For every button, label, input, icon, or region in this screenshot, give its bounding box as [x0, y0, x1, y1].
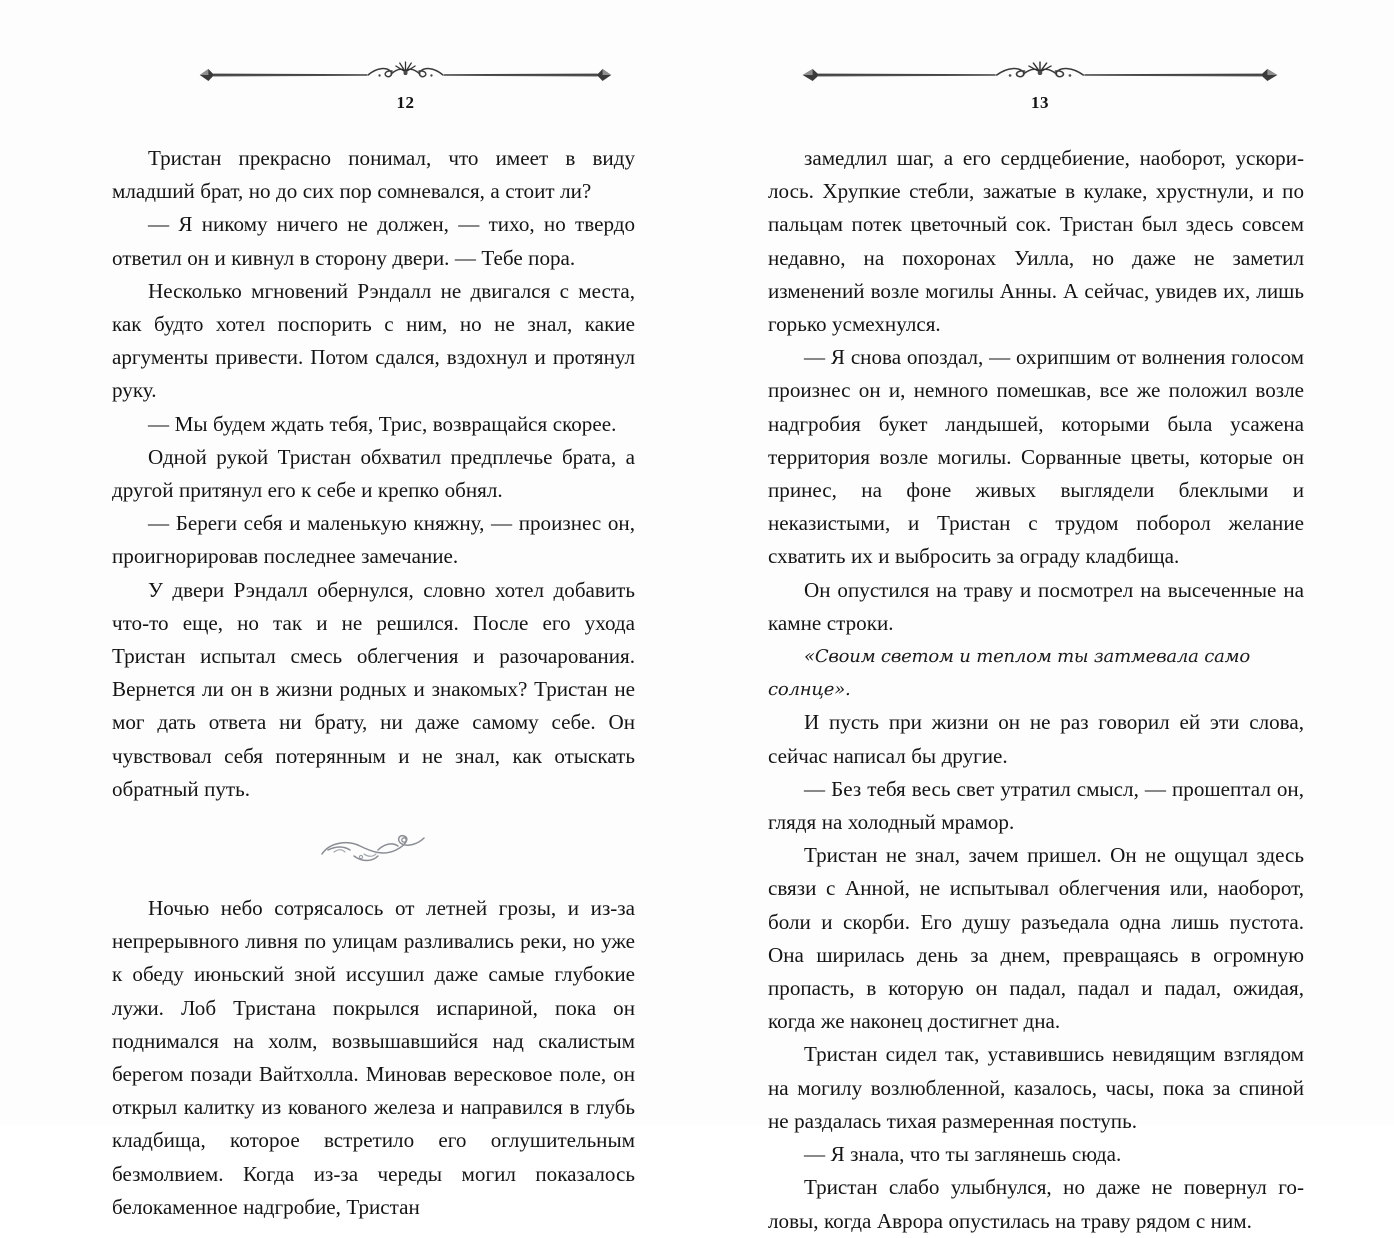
- page-header-right: [796, 58, 1284, 122]
- paragraph: Ночью небо сотрясалось от летней грозы, и из-за непрерывного ливня по улицам разливались реки, но уже к обеду июньский зной иссушил даже самые глубокие лужи. Лоб Тристана покрылся испариной, пока он поднимался на холм, возвышавшийся над скалистым берегом позади Вайтхолла. Миновав вересковое поле, он открыл калитку из кованого железа и направился в глубь кладбища, которое встретило его оглушительным безмолвием. Когда из-за череды могил показалось белокаменное надгробие, Тристан: [112, 896, 635, 1219]
- paragraph: Тристан прекрасно понимал, что имеет в виду младший брат, но до сих пор сомневался, а стоит ли?: [112, 146, 635, 204]
- paragraph: Тристан сидел так, уставившись невидящим взглядом на могилу возлюбленной, казалось, часы, пока за спиной не раздалась тихая размеренная поступь.: [768, 1042, 1304, 1133]
- paragraph: — Мы будем ждать тебя, Трис, возвращайся скорее.: [148, 411, 617, 436]
- page-header-left: [194, 58, 617, 122]
- paragraph: — Я знала, что ты заглянешь сюда.: [804, 1142, 1122, 1167]
- paragraph: Одной рукой Тристан обхватил предплечье брата, а другой притянул его к себе и крепко обнял.: [112, 444, 635, 503]
- text-column-right: [768, 142, 1304, 1238]
- paragraph: — Я никому ничего не должен, — тихо, но твердо ответил он и кивнул в сторону двери. — Тебе пора.: [112, 212, 635, 270]
- paragraph: Тристан слабо улыбнулся, но даже не повернул головы, когда Аврора опустилась на траву рядом с ним.: [768, 1175, 1304, 1233]
- paragraph: — Я снова опоздал, — охрипшим от волнения голосом произнес он и, немного помешкав, все же положил возле надгробия букет ландышей, которыми была усажена территория возле могилы. Сорванные цветы, которые он принес, на фоне живых выглядели блеклыми и неказистыми, и Тристан с трудом поборол желание схватить их и выбросить за ограду кладбища.: [768, 345, 1304, 569]
- paragraph: замедлил шаг, а его сердцебиение, наоборот, ускорилось. Хрупкие стебли, зажатые в кулаке, хрустнули, и по пальцам потек цветочный сок. Тристан был здесь совсем недавно, на похоронах Уилла, но даже не заметил изменений возле могилы Анны. А сейчас, увидев их, лишь горько усмехнулся.: [768, 146, 1304, 337]
- page-right: [697, 0, 1394, 1233]
- paragraph: И пусть при жизни он не раз говорил ей эти слова, сейчас написал бы другие.: [768, 710, 1304, 768]
- page-number-left: 12: [396, 93, 415, 112]
- ornamental-rule-icon: [796, 58, 1284, 92]
- epitaph-line: «Своим светом и теплом ты затмевала само солнце».: [768, 646, 1251, 701]
- paragraph: Он опустился на траву и посмотрел на высеченные на камне строки.: [768, 577, 1304, 635]
- paragraph: У двери Рэндалл обернулся, словно хотел добавить что-то еще, но так и не решился. После его ухода Тристан испытал смесь облегчения и разочарования. Вернется ли он в жизни родных и знакомых? Тристан не мог дать ответа ни брату, ни даже самому себе. Он чувствовал себя потерянным и не знал, как отыскать обратный путь.: [112, 577, 635, 801]
- paragraph: — Без тебя весь свет утратил смысл, — прошептал он, глядя на холодный мрамор.: [768, 776, 1304, 835]
- scroll-flourish-icon: [314, 826, 434, 872]
- section-divider: [112, 806, 635, 892]
- page-left: [0, 0, 697, 1219]
- ornamental-rule-icon: [194, 58, 617, 92]
- paragraph: Несколько мгновений Рэндалл не двигался с места, как будто хотел поспорить с ним, но не знал, какие аргументы привести. Потом сдался, вздохнул и протянул руку.: [112, 278, 635, 403]
- paragraph: Тристан не знал, зачем пришел. Он не ощущал здесь связи с Анной, не испытывал облегчения или, наоборот, боли и скорби. Его душу разъедала одна лишь пустота. Она ширилась день за днем, превращаясь в огромную пропасть, в которую он падал, падал и падал, ожидая, когда же наконец достигнет дна.: [768, 843, 1304, 1034]
- paragraph: — Береги себя и маленькую княжну, — произнес он, проигнорировав последнее замечание.: [112, 511, 635, 569]
- page-number-right: 13: [1031, 93, 1049, 112]
- text-column-left: [112, 142, 635, 1224]
